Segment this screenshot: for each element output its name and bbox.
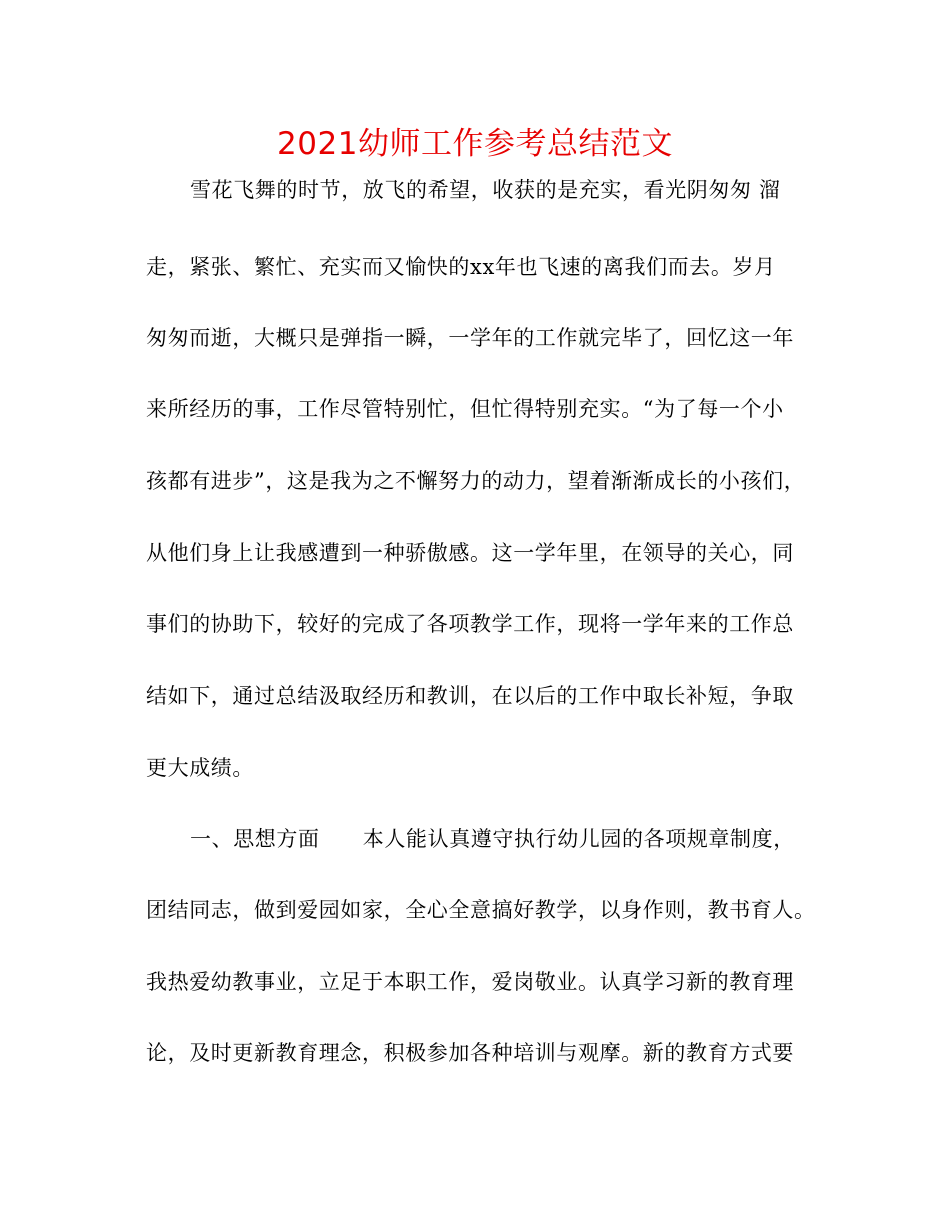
paragraph-line: 来所经历的事，工作尽管特别忙，但忙得特别充实。“为了每一个小 xyxy=(146,397,784,421)
paragraph-line: 走，紧张、繁忙、充实而又愉快的xx年也飞速的离我们而去。岁月 xyxy=(146,255,776,279)
paragraph-line: 匆匆而逝，大概只是弹指一瞬，一学年的工作就完毕了，回忆这一年 xyxy=(146,326,794,350)
paragraph-line: 雪花飞舞的时节，放飞的希望，收获的是充实，看光阴匆匆 溜 xyxy=(190,178,781,202)
paragraph-line: 事们的协助下，较好的完成了各项教学工作，现将一学年来的工作总 xyxy=(146,612,794,636)
paragraph-line: 团结同志，做到爱园如家，全心全意搞好教学，以身作则，教书育人。 xyxy=(146,898,816,922)
paragraph-line: 从他们身上让我感遭到一种骄傲感。这一学年里，在领导的关心，同 xyxy=(146,541,794,565)
section-heading-line: 一、思想方面 本人能认真遵守执行幼儿园的各项规章制度， xyxy=(190,827,795,851)
paragraph-line: 论，及时更新教育理念，积极参加各种培训与观摩。新的教育方式要 xyxy=(146,1041,794,1065)
document-title: 2021幼师工作参考总结范文 xyxy=(277,126,673,162)
paragraph-line: 我热爱幼教事业，立足于本职工作，爱岗敬业。认真学习新的教育理 xyxy=(146,970,794,994)
paragraph-line: 孩都有进步”，这是我为之不懈努力的动力，望着渐渐成长的小孩们， xyxy=(146,469,806,493)
paragraph-line: 结如下，通过总结汲取经历和教训，在以后的工作中取长补短，争取 xyxy=(146,684,794,708)
paragraph-line: 更大成绩。 xyxy=(146,756,254,780)
